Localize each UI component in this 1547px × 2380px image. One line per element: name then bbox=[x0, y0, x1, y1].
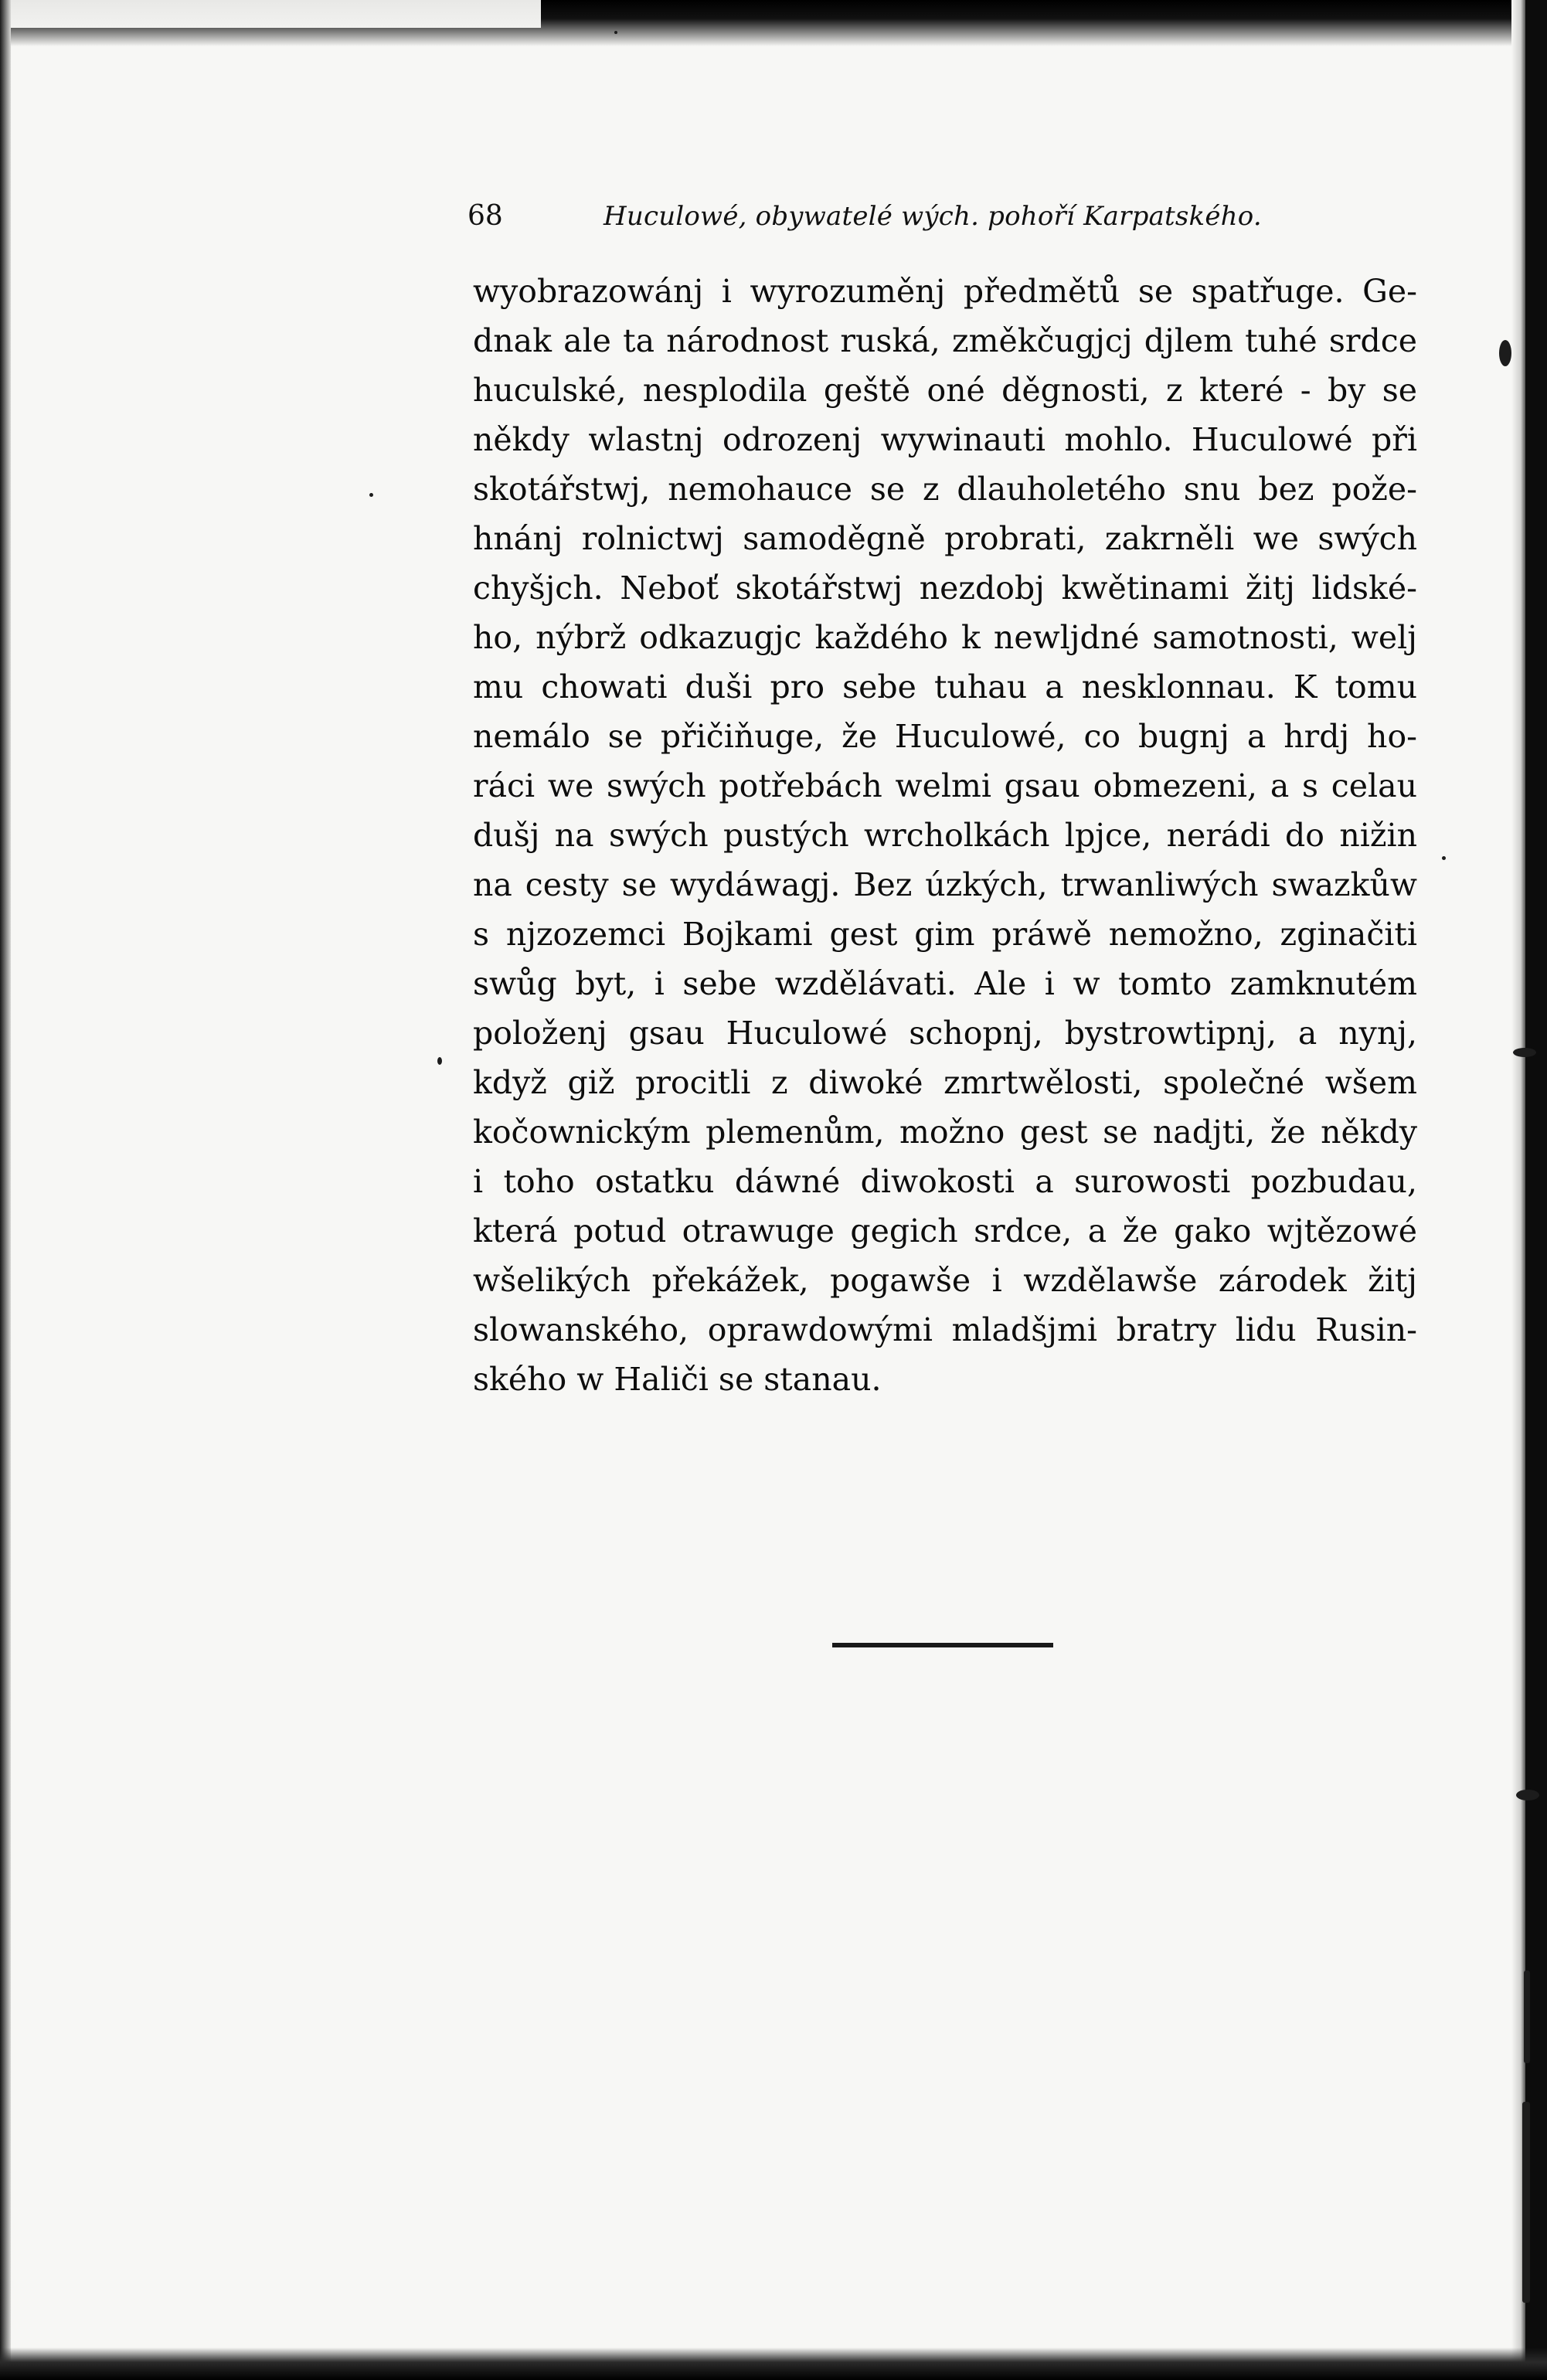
text-line: dnak ale ta národnost ruská, změkčugjcj djlem tuhé srdce bbox=[473, 322, 1417, 359]
running-head bbox=[468, 195, 1333, 238]
text-line: wšelikých překážek, pogawše i wzdělawše zárodek žitj bbox=[473, 1262, 1417, 1299]
text-line: mu chowati duši pro sebe tuhau a nesklonnau. K tomu bbox=[473, 668, 1417, 706]
text-line: chyšjch. Neboť skotářstwj nezdobj kwětinami žitj lidské- bbox=[473, 570, 1417, 607]
margin-speck bbox=[1513, 1048, 1536, 1057]
margin-speck bbox=[614, 31, 617, 34]
margin-speck bbox=[369, 493, 373, 497]
text-line: skotářstwj, nemohauce se z dlauholetého snu bez pože- bbox=[473, 471, 1417, 508]
page-number: 68 bbox=[468, 200, 503, 232]
text-line: nemálo se přičiňuge, že Huculowé, co bugnj a hrdj ho- bbox=[473, 718, 1417, 755]
text-line: huculské, nesplodila geště oné děgnosti, z které - by se bbox=[473, 372, 1417, 409]
text-line: dušj na swých pustých wrcholkách lpjce, nerádi do nižin bbox=[473, 817, 1417, 854]
text-line: swůg byt, i sebe wzdělávati. Ale i w tomto zamknutém bbox=[473, 965, 1417, 1002]
text-line: když giž procitli z diwoké zmrtwělosti, společné wšem bbox=[473, 1064, 1417, 1101]
margin-speck bbox=[1524, 1970, 1530, 2063]
margin-speck bbox=[1522, 2102, 1530, 2303]
text-line: i toho ostatku dáwné diwokosti a surowosti pozbudau, bbox=[473, 1163, 1417, 1200]
text-line: ho, nýbrž odkazugjc každého k newljdné samotnosti, welj bbox=[473, 619, 1417, 656]
margin-speck bbox=[1516, 1790, 1539, 1800]
margin-speck bbox=[437, 1057, 442, 1065]
margin-speck bbox=[1499, 340, 1511, 366]
text-line: někdy wlastnj odrozenj wywinauti mohlo. Huculowé při bbox=[473, 421, 1417, 458]
text-line: wyobrazowánj i wyrozuměnj předmětů se spatřuge. Ge- bbox=[473, 273, 1417, 310]
margin-speck bbox=[1442, 856, 1446, 860]
text-line: hnánj rolnictwj samoděgně probrati, zakrněli we swých bbox=[473, 520, 1417, 557]
text-line: na cesty se wydáwagj. Bez úzkých, trwanliwých swazkůw bbox=[473, 866, 1417, 903]
scan-bottom-edge bbox=[0, 2348, 1547, 2380]
section-end-rule bbox=[832, 1643, 1053, 1647]
text-line: slowanského, oprawdowými mladšjmi bratry lidu Rusin- bbox=[473, 1311, 1417, 1348]
text-line: ského w Haliči se stanau. bbox=[473, 1361, 882, 1398]
text-line: s njzozemci Bojkami gest gim práwě nemožno, zginačiti bbox=[473, 916, 1417, 953]
body-text bbox=[473, 267, 1417, 1404]
text-line: která potud otrawuge gegich srdce, a že gako wjtězowé bbox=[473, 1212, 1417, 1250]
text-line: ráci we swých potřebách welmi gsau obmezeni, a s celau bbox=[473, 767, 1417, 804]
scan-top-paper-edge bbox=[0, 0, 541, 28]
text-line: položenj gsau Huculowé schopnj, bystrowtipnj, a nynj, bbox=[473, 1015, 1417, 1052]
running-title: Huculowé, obywatelé wých. pohoří Karpatského. bbox=[604, 201, 1262, 232]
scan-left-edge bbox=[0, 0, 11, 2380]
text-line: kočownickým plemenům, možno gest se nadjti, že někdy bbox=[473, 1114, 1417, 1151]
